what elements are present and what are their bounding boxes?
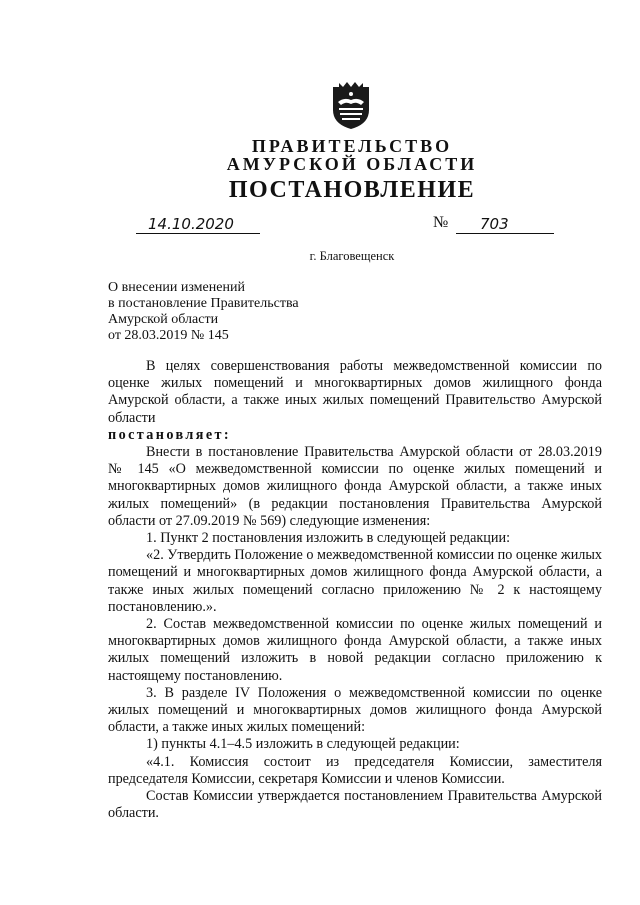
- document-subject: [108, 280, 299, 344]
- government-title: ПРАВИТЕЛЬСТВО: [251, 136, 453, 156]
- coat-of-arms-icon: [331, 80, 371, 130]
- document-body: [108, 358, 602, 822]
- document-type: ПОСТАНОВЛЕНИЕ: [228, 177, 476, 203]
- number-label: №: [433, 214, 449, 231]
- document-number: 703: [456, 215, 554, 234]
- paragraph: «2. Утвердить Положение о межведомственной комиссии по оценке жилых помещений и многоквартирных домов жилищного фонда Амурской области, а также иных жилых помещений согласно приложению № 2 к настоящему постановлению.».: [108, 547, 602, 615]
- paragraph: 1. Пункт 2 постановления изложить в следующей редакции:: [146, 530, 511, 547]
- paragraph: «4.1. Комиссия состоит из председателя Комиссии, заместителя председателя Комиссии, секретаря Комиссии и членов Комиссии.: [108, 753, 602, 787]
- paragraph: 2. Состав межведомственной комиссии по оценке жилых помещений и многоквартирных домов жилищного фонда Амурской области, а также иных жилых помещений изложить в новой редакции согласно приложению к настоящему постановлению.: [108, 616, 602, 684]
- region-title: АМУРСКОЙ ОБЛАСТИ: [226, 154, 478, 174]
- paragraph: Внести в постановление Правительства Амурской области от 28.03.2019 № 145 «О межведомственной комиссии по оценке жилых помещений и многоквартирных домов жилищного фонда Амурской области, а также иных жилых помещений» (в редакции постановления Правительства Амурской области от 27.09.2019 № 569) следующие изменения:: [108, 444, 602, 529]
- city: г. Благовещенск: [309, 249, 395, 263]
- subject-line: от 28.03.2019 № 145: [108, 328, 229, 343]
- paragraph: 3. В разделе IV Положения о межведомственной комиссии по оценке жилых помещений и многоквартирных домов жилищного фонда Амурской области, а также иных жилых помещений:: [108, 684, 602, 736]
- subject-line: в постановление Правительства: [108, 296, 299, 311]
- paragraph: 1) пункты 4.1–4.5 изложить в следующей редакции:: [146, 736, 460, 753]
- intro-paragraph: В целях совершенствования работы межведомственной комиссии по оценке жилых помещений и многоквартирных домов жилищного фонда Амурской области, а также иных жилых помещений Правительство Амурской области: [108, 358, 602, 426]
- decree-word: постановляет:: [108, 426, 232, 443]
- subject-line: О внесении изменений: [108, 280, 245, 295]
- subject-line: Амурской области: [108, 312, 219, 327]
- paragraph: Состав Комиссии утверждается постановлением Правительства Амурской области.: [108, 788, 602, 822]
- document-date: 14.10.2020: [136, 215, 260, 234]
